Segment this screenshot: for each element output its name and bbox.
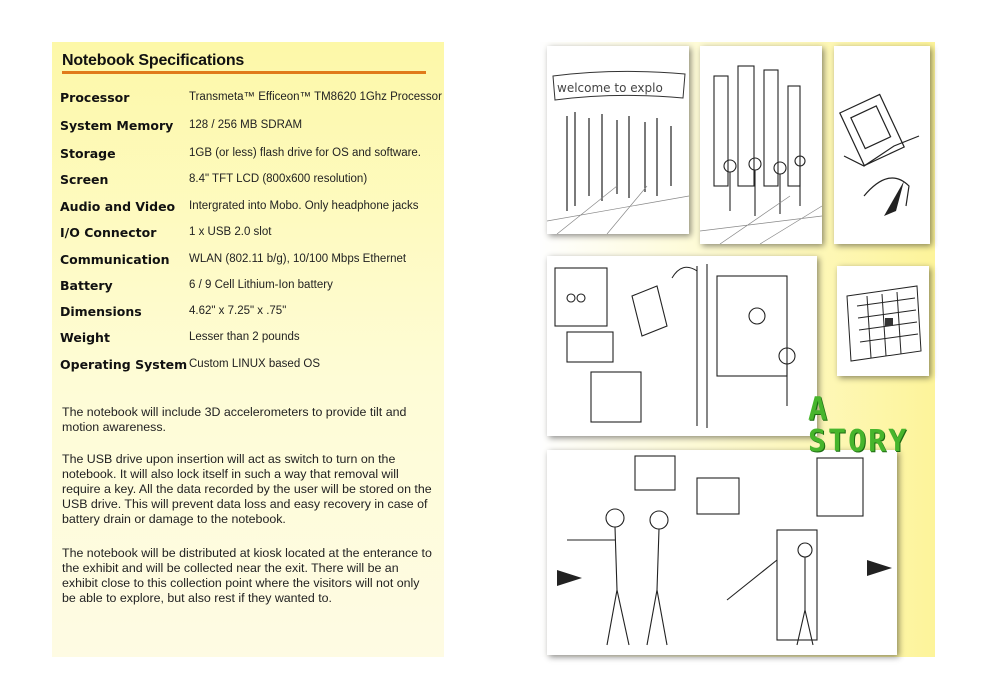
spec-row-communication	[60, 252, 440, 272]
spec-label: Audio and Video	[60, 199, 176, 214]
spec-value: Transmeta™ Efficeon™ TM8620 1Ghz Processor	[189, 91, 442, 103]
spec-row-io-connector	[60, 225, 440, 245]
sketch-drawing	[700, 46, 822, 244]
title-underline	[62, 71, 426, 74]
spec-value: 128 / 256 MB SDRAM	[189, 119, 303, 131]
sketch-hand-device	[834, 46, 930, 244]
spec-label: Operating System	[60, 357, 188, 372]
sketch-drawing	[547, 256, 817, 436]
spec-label: Weight	[60, 330, 110, 345]
spec-label: Battery	[60, 278, 113, 293]
spec-label: Processor	[60, 90, 130, 105]
spec-value: WLAN (802.11 b/g), 10/100 Mbps Ethernet	[189, 253, 407, 265]
specs-title: Notebook Specifications	[62, 52, 245, 69]
sketch-crowd-exhibit	[700, 46, 822, 244]
spec-value: Lesser than 2 pounds	[189, 331, 300, 343]
spec-row-screen	[60, 172, 440, 192]
spec-label: I/O Connector	[60, 225, 157, 240]
sketch-people-exhibit	[547, 450, 897, 655]
sketch-device-screen	[837, 266, 929, 376]
spec-value: Custom LINUX based OS	[189, 358, 321, 370]
spec-label: Communication	[60, 252, 170, 267]
spec-row-weight	[60, 330, 440, 350]
paragraph-kiosk: The notebook will be distributed at kiosk located at the enterance to the exhibit and will be collected near the exit. There will be an exhibit close to this collection point where the visitors will not only be able to explore, but also rest if they wanted to.	[62, 546, 432, 605]
sketch-drawing	[547, 46, 689, 234]
spec-value: 1 x USB 2.0 slot	[189, 226, 272, 238]
paragraph-accelerometers: The notebook will include 3D accelerometers to provide tilt and motion awareness.	[62, 405, 407, 434]
spec-value: 4.62" x 7.25" x .75"	[189, 305, 287, 317]
spec-row-operating-system	[60, 357, 440, 377]
sketch-welcome-banner	[547, 46, 689, 234]
paragraph-usb-drive: The USB drive upon insertion will act as switch to turn on the notebook. It will also lock itself in such a way that removal will require a key. All the data recorded by the user will be stored on the USB drive. This will prevent data loss and easy recovery in case of battery drain or damage to the notebook.	[62, 452, 432, 526]
sketch-screens-interaction	[547, 256, 817, 436]
spec-value: 6 / 9 Cell Lithium-Ion battery	[189, 279, 333, 291]
sketch-drawing	[547, 450, 897, 655]
spec-row-dimensions	[60, 304, 440, 324]
spec-value: Intergrated into Mobo. Only headphone jacks	[189, 200, 419, 212]
spec-value: 1GB (or less) flash drive for OS and software.	[189, 147, 422, 159]
spec-row-battery	[60, 278, 440, 298]
spec-row-audio-video	[60, 199, 440, 219]
sketch-drawing	[837, 266, 929, 376]
spec-row-storage	[60, 146, 440, 166]
spec-row-processor	[60, 90, 440, 110]
story-title-story: STORY	[808, 424, 909, 459]
sketch-drawing	[834, 46, 930, 244]
spec-label: Screen	[60, 172, 109, 187]
spec-label: System Memory	[60, 118, 174, 133]
banner-text: welcome to explo	[557, 81, 663, 95]
spec-label: Dimensions	[60, 304, 142, 319]
spec-label: Storage	[60, 146, 116, 161]
spec-row-system-memory	[60, 118, 440, 138]
story-title-a: A	[808, 390, 830, 428]
spec-value: 8.4" TFT LCD (800x600 resolution)	[189, 173, 368, 185]
